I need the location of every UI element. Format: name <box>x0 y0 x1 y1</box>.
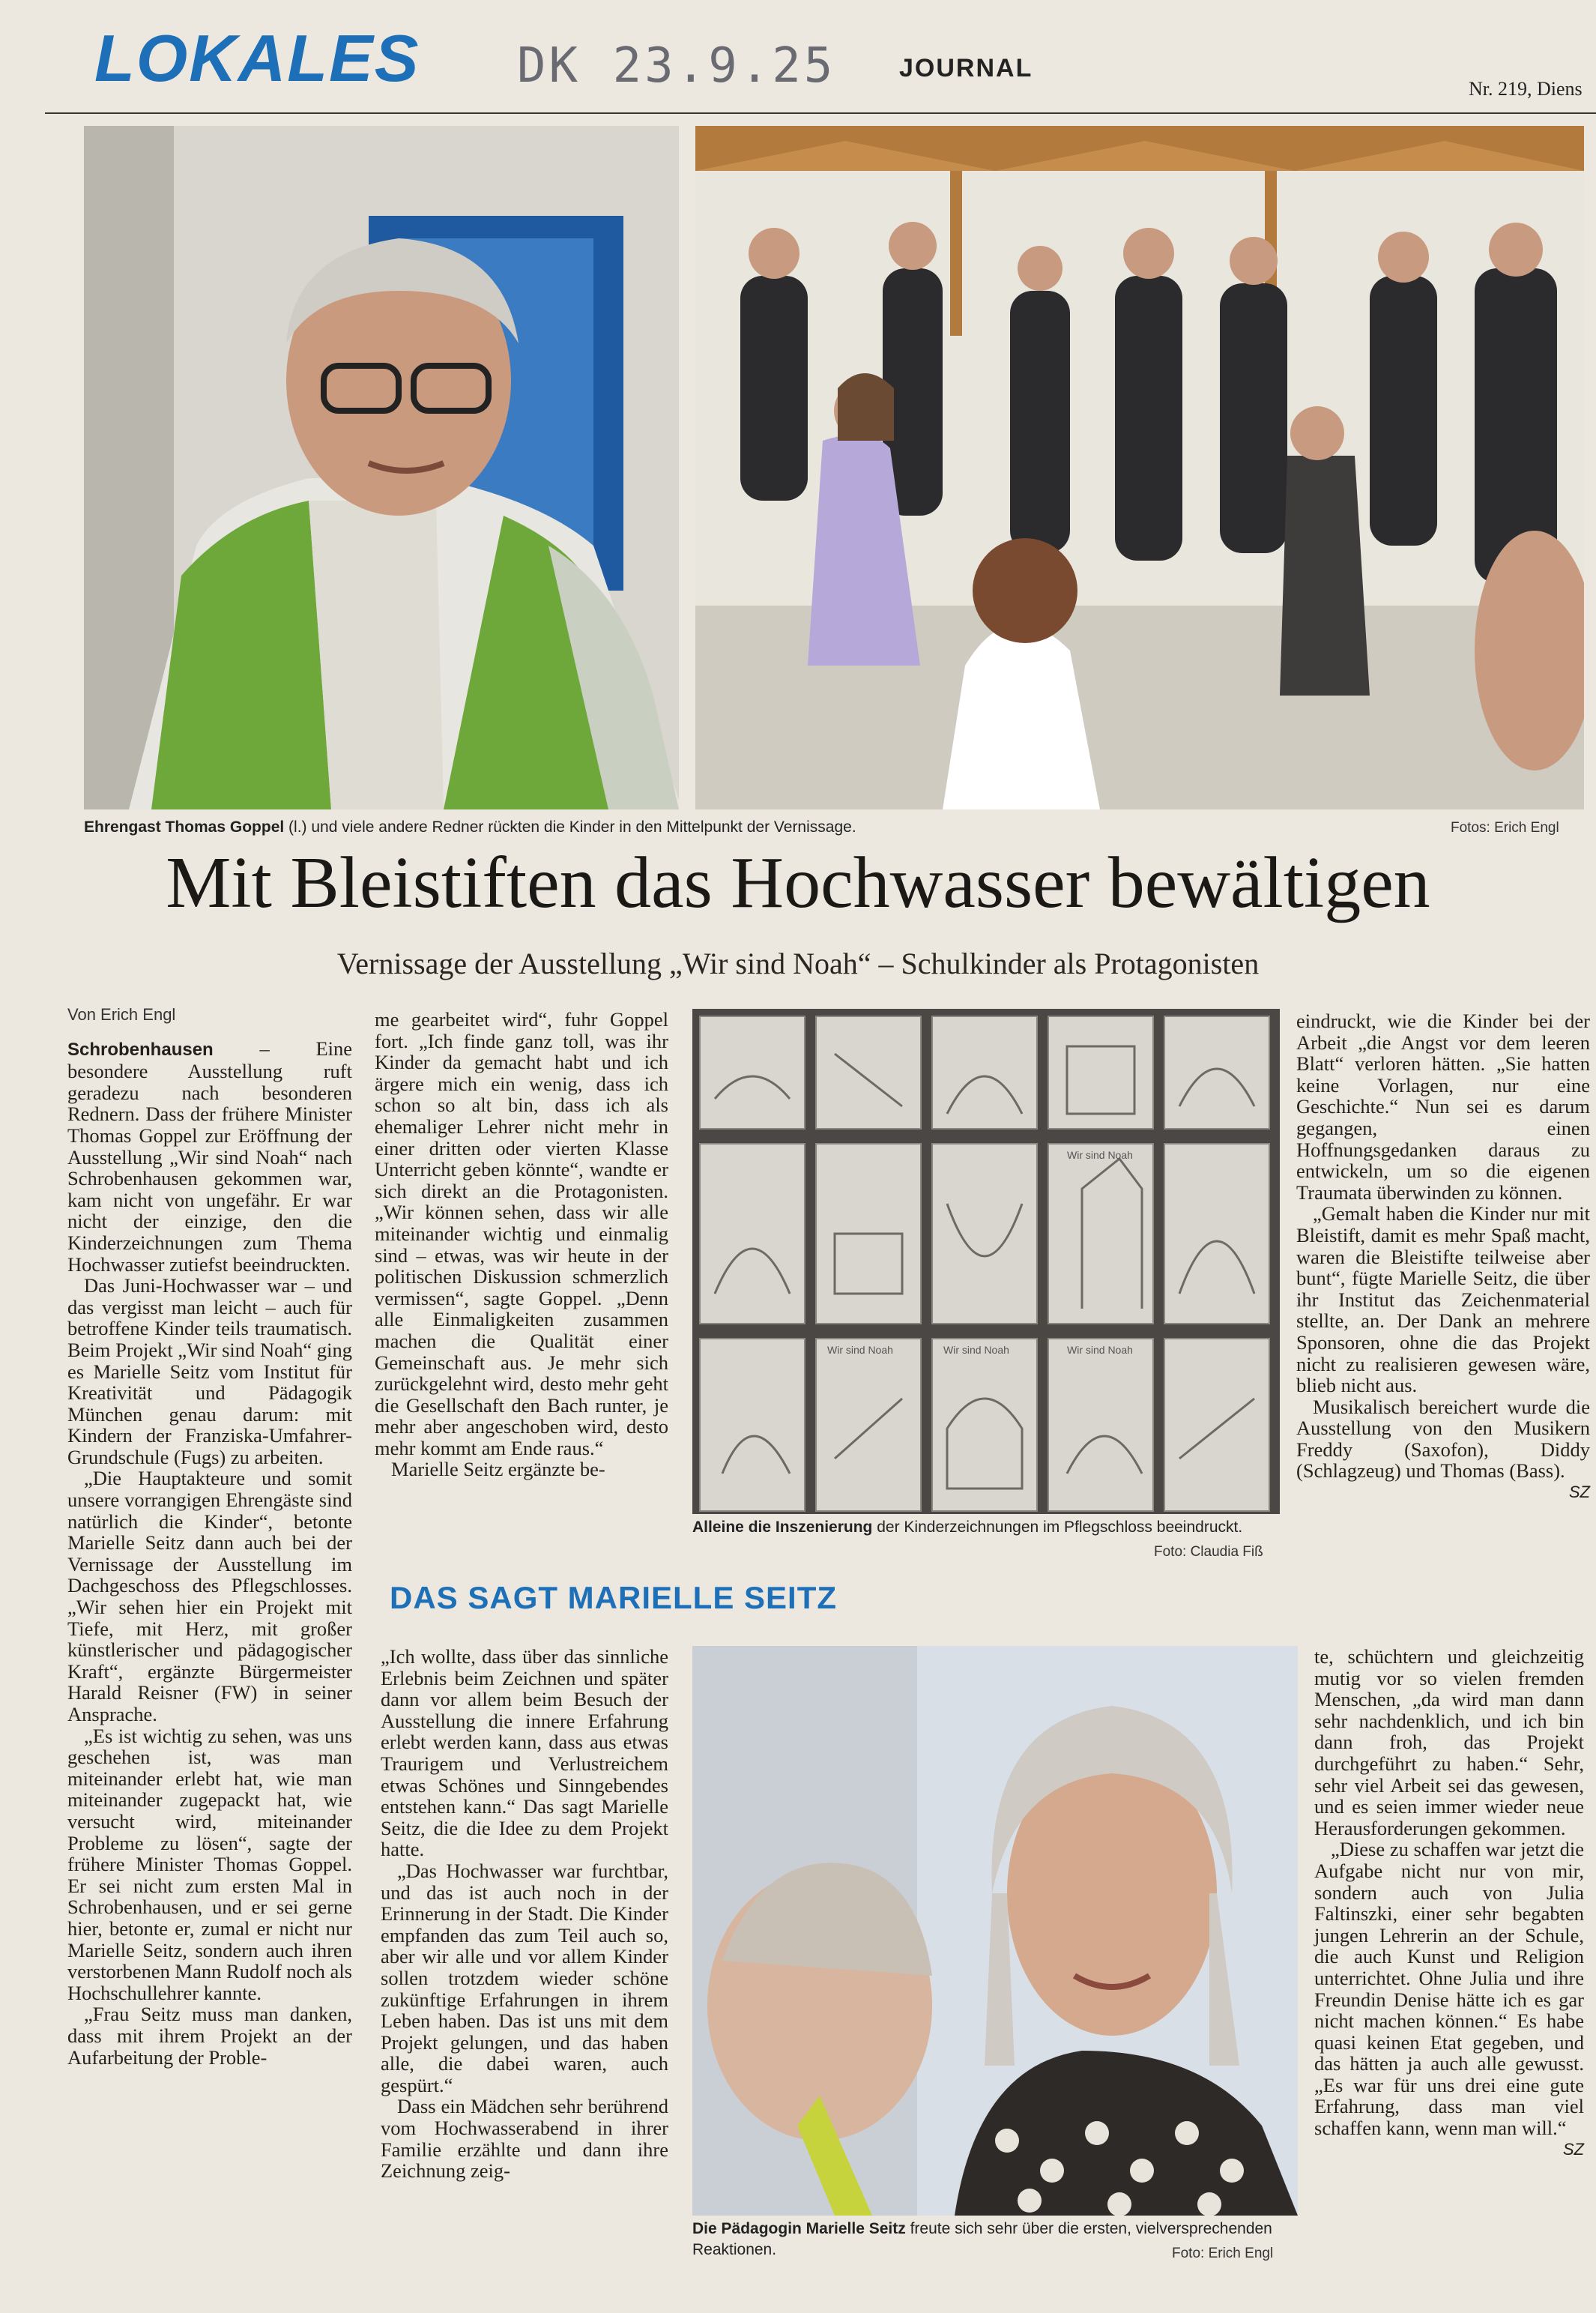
caption-lead: Ehrengast Thomas Goppel <box>84 818 285 836</box>
article-paragraph: „Gemalt haben die Kinder nur mit Bleistift, damit es mehr Spaß macht, waren die Bleistifte teilweise aber bunt“, fügte Marielle Seitz, die über ihr Institut das Zeichenmaterial stellte, an. Der Dank an mehrere Sponsoren, ohne die das Projekt nicht zu realisieren gewesen wäre, blieb nicht aus. <box>1296 1202 1590 1397</box>
article-paragraph: „Die Hauptakteure und somit unsere vorrangigen Ehrengäste sind natürlich die Kinder“, betonte Marielle Seitz dann auch bei der Vernissage der Ausstellung im Dachgeschoss des Pflegschlosses. „Wir sehen hier ein Projekt mit Tiefe, mit Herz, mit großer künstlerischer und pädagogischer Kraft“, ergänzte Bürgermeister Harald Reisner (FW) in seiner Ansprache. <box>67 1467 352 1725</box>
headline: Mit Bleistiften das Hochwasser bewältigen <box>166 842 1430 923</box>
box-column-1 <box>381 1646 668 2182</box>
header-rule <box>45 112 1596 114</box>
author-signature: SZ <box>1568 1483 1590 1502</box>
photo-caption-drawings <box>692 1517 1284 1538</box>
author-signature: SZ <box>1562 2139 1584 2159</box>
byline: Von Erich Engl <box>67 1005 176 1024</box>
drawing-sheet-label: Wir sind Noah <box>943 1344 1009 1356</box>
article-paragraph: eindruckt, wie die Kinder bei der Arbeit „die Angst vor dem leeren Blatt“ verloren hätten. „Sie hatten keine Vorlagen, nur eine Geschichte.“ Nun sei es darum gegangen, einen Hoffnungsgedanken daraus zu entwickeln, um so die eigenen Traumata überwinden zu können. <box>1296 1010 1590 1204</box>
photo-credit-top: Fotos: Erich Engl <box>1451 820 1559 836</box>
box-paragraph: „Das Hochwasser war furchtbar, und das ist auch noch in der Erinnerung in der Stadt. Die Kinder empfanden das zum Teil auch so, aber wir alle und vor allem Kinder sollen trotzdem wieder schöne zukünftige Erfahrungen in ihrem Leben haben. Das ist uns mit dem Projekt gelungen, und das haben alle, die dabei waren, auch gespürt.“ <box>381 1859 668 2096</box>
article-paragraph: Musikalisch bereichert wurde die Ausstellung von den Musikern Freddy (Saxofon), Diddy (Schlagzeug) und Thomas (Bass). SZ <box>1296 1396 1590 1482</box>
handwritten-date-note: DK 23.9.25 <box>517 38 836 94</box>
article-paragraph: Schrobenhausen – Eine besondere Ausstellung ruft geradezu nach besonderen Rednern. Dass der frühere Minister Thomas Goppel zur Eröffnung der Ausstellung „Wir sind Noah“ nach Schrobenhausen gekommen war, kam nicht von ungefähr. Er war nicht der einzige, den die Kinderzeichnungen zum Thema Hochwasser zutiefst beeindruckten. <box>67 1037 352 1276</box>
photo-credit-drawings: Foto: Claudia Fiß <box>1154 1544 1263 1560</box>
caption-text: freute sich sehr über die ersten, vielversprechenden Reaktionen. <box>692 2220 1272 2258</box>
article-column-2 <box>375 1009 668 1480</box>
box-title: DAS SAGT MARIELLE SEITZ <box>390 1580 838 1615</box>
drawing-sheet-label: Wir sind Noah <box>827 1344 893 1356</box>
drawings-wall-illustration <box>692 1009 1280 1514</box>
caption-text: (l.) und viele andere Redner rückten die Kinder in den Mittelpunkt der Vernissage. <box>284 818 856 836</box>
subheadline: Vernissage der Ausstellung „Wir sind Noah“ – Schulkinder als Protagonisten <box>336 947 1260 980</box>
article-column-4 <box>1296 1010 1590 1504</box>
article-paragraph: Das Juni-Hochwasser war – und das vergisst man leicht – auch für betroffene Kinder teils traumatisch. Beim Projekt „Wir sind Noah“ ging es Marielle Seitz vom Institut für Kreativität und Pädagogik München genau darum: mit Kindern der Franziska-Umfahrer-Grundschule (Fugs) zu arbeiten. <box>67 1274 352 1468</box>
box-paragraph: Dass ein Mädchen sehr berührend vom Hochwasserabend in ihrer Familie erzählte und dann ihre Zeichnung zeig- <box>381 2095 668 2183</box>
caption-lead: Die Pädagogin Marielle Seitz <box>692 2220 906 2237</box>
article-paragraph: Marielle Seitz ergänzte be- <box>391 1458 605 1481</box>
portrait-illustration <box>84 126 679 809</box>
article-paragraph: me gearbeitet wird“, fuhr Goppel fort. „Ich finde ganz toll, was ihr Kinder da gemacht habt und ich ärgere mich ein wenig, dass ich schon so alt bin, dass ich als ehemaliger Lehrer nicht mehr in einer dritten oder vierten Klasse Unterricht geben könnte“, wandte er sich direkt an die Protagonisten. „Wir können sehen, dass wir alle miteinander wichtig und einmalig sind – etwas, was wir heute in der politischen Diskussion schmerzlich vermissen“, sagte Goppel. „Denn alle Einmaligkeiten zusammen machen die Qualität einer Gemeinschaft aus. Je mehr sich zurückgelehnt wird, desto mehr geht die Gesellschaft den Bach runter, je mehr aber angeschoben wird, desto mehr kommt am Ende raus.“ <box>375 1008 668 1459</box>
box-paragraph: „Ich wollte, dass über das sinnliche Erlebnis beim Zeichnen und später dann vor allem beim Besuch der Ausstellung die innere Erfahrung erlebt werden kann, dass aus etwas Traurigem und Verlustreichem etwas Schönes und Sinngebendes entstehen kann.“ Das sagt Marielle Seitz, die die Idee zu dem Projekt hatte. <box>381 1645 668 1861</box>
photo-caption-top <box>84 817 1358 838</box>
article-paragraph: „Es ist wichtig zu sehen, was uns geschehen ist, was man miteinander erlebt hat, wie man miteinander zugepackt hat, wie versucht wird, miteinander Probleme zu lösen“, sagte der frühere Minister Thomas Goppel. Er sei nicht zum ersten Mal in Schrobenhausen, und er sei gerne hier, betonte er, zumal er nicht nur Marielle Seitz, sondern auch ihren verstorbenen Mann Rudolf noch als Hochschullehrer kannte. <box>67 1724 352 2004</box>
box-paragraph: te, schüchtern und gleichzeitig mutig vor so vielen fremden Menschen, „da wird man dann sehr nachdenklich, und ich bin dann froh, das Projekt durchgeführt zu haben.“ Sehr, sehr viel Arbeit sei das gewesen, und es seien immer wieder neue Herausforderungen gekommen. <box>1314 1645 1584 1839</box>
photo-marielle-seitz <box>692 1646 1298 2216</box>
box-column-2 <box>1314 1646 1584 2160</box>
journal-label: JOURNAL <box>899 54 1033 82</box>
drawing-sheet-label: Wir sind Noah <box>1067 1344 1133 1356</box>
article-paragraph: „Frau Seitz muss man danken, dass mit ihrem Projekt an der Aufarbeitung der Proble- <box>67 2003 352 2069</box>
portrait-seitz-illustration <box>692 1646 1298 2216</box>
drawing-sheet-label: Wir sind Noah <box>1067 1149 1133 1161</box>
crowd-illustration <box>695 126 1584 809</box>
photo-vernissage-crowd <box>695 126 1584 809</box>
photo-thomas-goppel <box>84 126 679 809</box>
section-title: LOKALES <box>94 21 420 95</box>
dateline: Schrobenhausen <box>67 1039 214 1060</box>
box-paragraph: „Diese zu schaffen war jetzt die Aufgabe nicht nur von mir, sondern auch von Julia Faltinszki, einer sehr begabten jungen Lehrerin an der Schule, die auch Kunst und Religion unterrichtet. Ohne Julia und ihre Freundin Denise hätte ich es gar nicht machen können.“ Es habe quasi keinen Etat gegeben, und das hätten ja auch alle gewusst. „Es war für uns drei eine gute Erfahrung, dass man viel schaffen kann, wenn man will.“ SZ <box>1314 1839 1584 2138</box>
caption-text: der Kinderzeichnungen im Pflegschloss beeindruckt. <box>872 1519 1243 1536</box>
caption-lead: Alleine die Inszenierung <box>692 1519 873 1536</box>
issue-number: Nr. 219, Diens <box>1469 78 1583 100</box>
article-column-1 <box>67 1004 352 2068</box>
photo-children-drawings <box>692 1009 1280 1514</box>
photo-credit-seitz: Foto: Erich Engl <box>1172 2246 1274 2261</box>
